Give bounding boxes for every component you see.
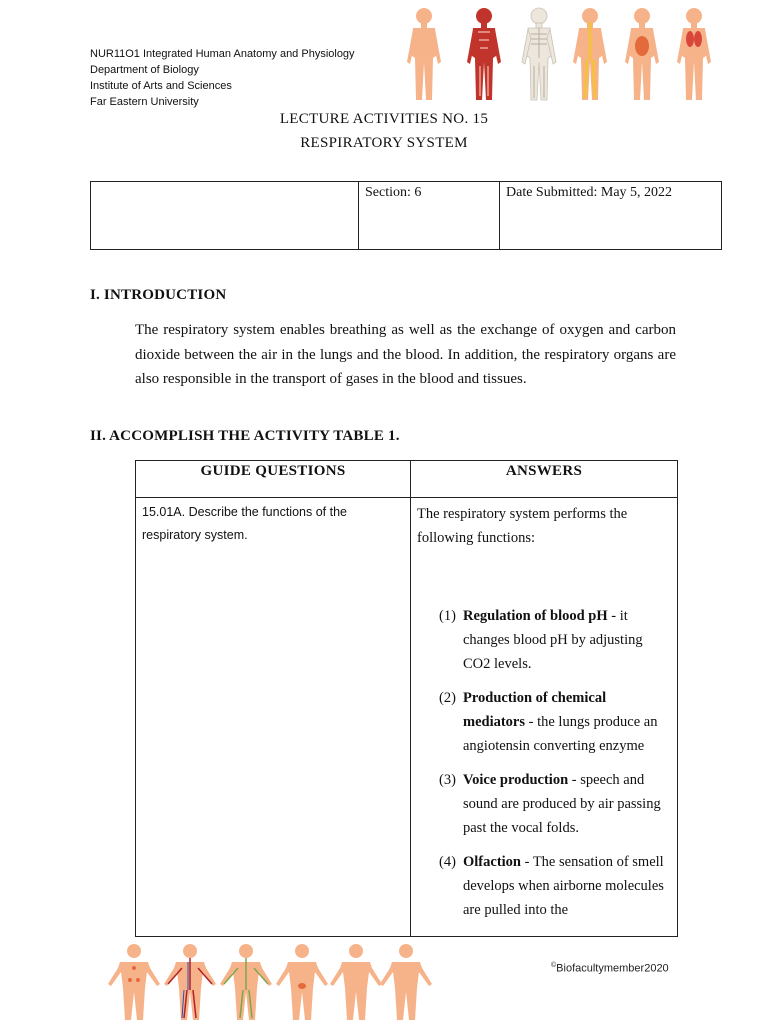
department-name: Department of Biology (90, 64, 199, 76)
function-description: - The sensation of smell develops when airborne molecules are pulled into the (463, 854, 664, 918)
figure-respiratory (677, 8, 711, 100)
figure-nervous (573, 8, 607, 100)
document-header (90, 46, 355, 110)
figure-digestive (625, 8, 659, 100)
list-number: (4) (439, 854, 456, 870)
figure-skin-female (380, 944, 432, 1020)
introduction-text: The respiratory system enables breathing as well as the exchange of oxygen and carbon dioxide between the air in the lungs and the blood. In addition, the respiratory organs are also responsible in the transport of gases in the blood and tissues. (135, 322, 676, 387)
anatomy-figures-bottom (98, 942, 438, 1022)
guide-questions-header: GUIDE QUESTIONS (136, 461, 411, 498)
function-title: Olfaction (463, 854, 521, 870)
answer-cell (411, 498, 678, 937)
function-description: - the lungs produce an angiotensin converting enzyme (463, 714, 658, 754)
figure-skin-male (330, 944, 382, 1020)
list-item (417, 768, 671, 840)
function-title: Voice production (463, 772, 569, 788)
answer-intro: The respiratory system performs the following functions: (417, 506, 628, 546)
copyright-text: Biofacultymember2020 (556, 962, 669, 975)
copyright-symbol: © (551, 962, 557, 969)
figure-skeletal (522, 8, 556, 100)
figure-lymphatic (220, 944, 272, 1020)
course-title: NUR11O1 Integrated Human Anatomy and Physiology (90, 48, 355, 60)
figure-reproductive (276, 944, 328, 1020)
name-cell (91, 182, 359, 250)
list-number: (2) (439, 690, 456, 706)
activity-table (135, 460, 678, 937)
function-title: Production of chemical mediators (463, 690, 607, 730)
figure-muscular (467, 8, 501, 100)
section-cell: Section: 6 (359, 182, 500, 250)
function-description: - speech and sound are produced by air passing past the vocal folds. (463, 772, 661, 836)
list-item (417, 850, 671, 922)
list-item (417, 686, 671, 758)
function-title: Regulation of blood pH (463, 608, 608, 624)
answers-header: ANSWERS (411, 461, 678, 498)
figure-endocrine (108, 944, 160, 1020)
date-cell: Date Submitted: May 5, 2022 (500, 182, 722, 250)
figure-cardiovascular (164, 944, 216, 1020)
anatomy-figures-top (400, 6, 720, 104)
list-number: (1) (439, 608, 456, 624)
lecture-subtitle: RESPIRATORY SYSTEM (300, 135, 468, 151)
university-name: Far Eastern University (90, 96, 199, 108)
copyright-note (551, 962, 669, 975)
institute-name: Institute of Arts and Sciences (90, 80, 232, 92)
functions-list (417, 604, 671, 922)
lecture-title: LECTURE ACTIVITIES NO. 15 (279, 111, 489, 127)
figure-skin (407, 8, 441, 100)
activity-heading: II. ACCOMPLISH THE ACTIVITY TABLE 1. (90, 428, 400, 444)
question-cell: 15.01A. Describe the functions of the respiratory system. (136, 498, 411, 937)
list-item (417, 604, 671, 676)
student-info-table (90, 181, 722, 250)
list-number: (3) (439, 772, 456, 788)
function-description: - it changes blood pH by adjusting CO2 levels. (463, 608, 643, 672)
introduction-heading: I. INTRODUCTION (90, 287, 227, 303)
